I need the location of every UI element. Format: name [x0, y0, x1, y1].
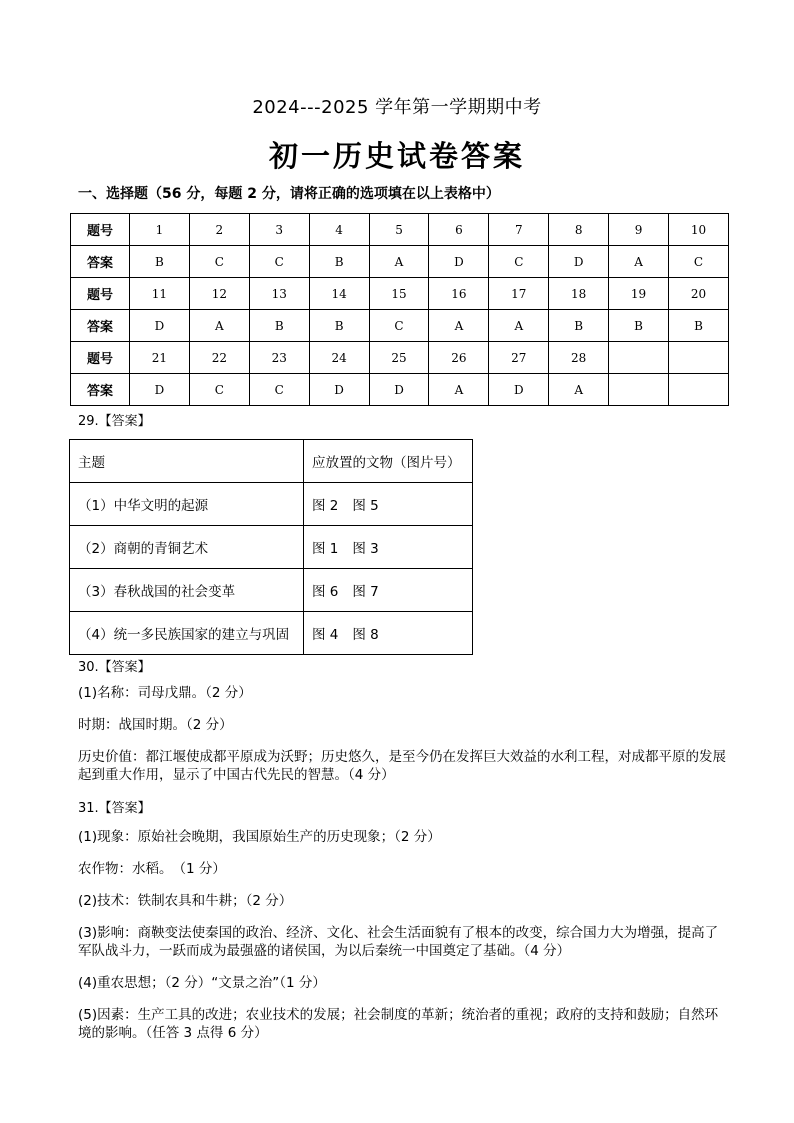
question-number-cell: 3	[249, 214, 309, 246]
pic-b: 图 7	[352, 584, 379, 600]
q31-answer-line: (2)技术：铁制农具和牛耕；（2 分）	[78, 893, 293, 909]
question-number-cell: 20	[669, 278, 729, 310]
theme-cell: （2）商朝的青铜艺术	[70, 526, 304, 569]
question-number-cell: 10	[669, 214, 729, 246]
answer-cell: A	[369, 246, 429, 278]
question-number-cell: 4	[309, 214, 369, 246]
pic-b: 图 5	[352, 498, 379, 514]
answer-cell: B	[609, 310, 669, 342]
theme-cell: （4）统一多民族国家的建立与巩固	[70, 612, 304, 655]
question-number-label: 题号	[71, 342, 130, 374]
question-number-cell: 11	[130, 278, 190, 310]
answer-label: 答案	[71, 374, 130, 406]
answer-label: 答案	[71, 310, 130, 342]
question-number-cell	[609, 342, 669, 374]
answer-cell: B	[130, 246, 190, 278]
question-number-cell: 13	[249, 278, 309, 310]
question-number-cell: 25	[369, 342, 429, 374]
answer-row	[71, 310, 729, 342]
question-number-row	[71, 342, 729, 374]
question-number-cell: 22	[189, 342, 249, 374]
answer-cell: A	[189, 310, 249, 342]
question-number-cell: 17	[489, 278, 549, 310]
answer-row	[71, 246, 729, 278]
q31-answer-line: (5)因素：生产工具的改进；农业技术的发展；社会制度的革新；统治者的重视；政府的支持和鼓励；自然环境的影响。（任答 3 点得 6 分）	[78, 1007, 719, 1041]
question-number-cell	[669, 342, 729, 374]
question-number-cell: 18	[549, 278, 609, 310]
answer-table	[70, 213, 729, 406]
question-number-row	[71, 214, 729, 246]
question-number-cell: 14	[309, 278, 369, 310]
question-number-cell: 15	[369, 278, 429, 310]
pic-b: 图 3	[352, 541, 379, 557]
answer-row	[71, 374, 729, 406]
theme-table	[69, 439, 473, 655]
question-number-label: 题号	[71, 214, 130, 246]
relic-cell	[304, 483, 473, 526]
answer-cell: B	[309, 310, 369, 342]
pic-a: 图 4	[312, 627, 339, 643]
question-number-cell: 8	[549, 214, 609, 246]
q31-answer-line: 农作物：水稻。 （1 分）	[78, 861, 226, 877]
answer-cell: C	[249, 246, 309, 278]
answer-cell: D	[309, 374, 369, 406]
answer-cell: C	[189, 246, 249, 278]
answer-cell: C	[669, 246, 729, 278]
answer-cell: A	[549, 374, 609, 406]
section-heading-choice: 一、选择题（56 分，每题 2 分，请将正确的选项填在以上表格中）	[78, 186, 500, 202]
question-number-cell: 21	[130, 342, 190, 374]
answer-cell: C	[489, 246, 549, 278]
pic-a: 图 6	[312, 584, 339, 600]
theme-row	[70, 569, 473, 612]
answer-cell: D	[549, 246, 609, 278]
relic-cell	[304, 612, 473, 655]
relic-cell	[304, 526, 473, 569]
theme-cell: （1）中华文明的起源	[70, 483, 304, 526]
q30-answer-line: (1)名称：司母戊鼎。（2 分）	[78, 685, 252, 701]
answer-cell: A	[429, 310, 489, 342]
question-number-row	[71, 278, 729, 310]
answer-cell: D	[489, 374, 549, 406]
theme-table-header-row	[70, 440, 473, 483]
relic-header: 应放置的文物（图片号）	[304, 440, 473, 483]
answer-cell: B	[669, 310, 729, 342]
q31-answer-line: (4)重农思想；（2 分）“文景之治”（1 分）	[78, 975, 326, 991]
question-number-cell: 16	[429, 278, 489, 310]
theme-row	[70, 612, 473, 655]
answer-cell	[609, 374, 669, 406]
question-number-cell: 23	[249, 342, 309, 374]
answer-cell: C	[369, 310, 429, 342]
q30-answer-line: 时期：战国时期。（2 分）	[78, 717, 233, 733]
question-number-cell: 6	[429, 214, 489, 246]
pic-a: 图 2	[312, 498, 339, 514]
exam-subtitle: 2024---2025 学年第一学期期中考	[252, 97, 542, 118]
q31-label: 31.【答案】	[78, 801, 151, 816]
question-number-label: 题号	[71, 278, 130, 310]
q29-label: 29.【答案】	[78, 414, 151, 429]
answer-cell: C	[189, 374, 249, 406]
answer-cell: C	[249, 374, 309, 406]
theme-cell: （3）春秋战国的社会变革	[70, 569, 304, 612]
question-number-cell: 2	[189, 214, 249, 246]
answer-cell	[669, 374, 729, 406]
q31-answer-line: (3)影响：商鞅变法使秦国的政治、经济、文化、社会生活面貌有了根本的改变，综合国力大为增强，提高了军队战斗力，一跃而成为最强盛的诸侯国，为以后秦统一中国奠定了基础。（4 分）	[78, 925, 719, 959]
answer-cell: B	[309, 246, 369, 278]
answer-cell: D	[429, 246, 489, 278]
answer-cell: A	[609, 246, 669, 278]
theme-header: 主题	[70, 440, 304, 483]
question-number-cell: 5	[369, 214, 429, 246]
question-number-cell: 19	[609, 278, 669, 310]
question-number-cell: 1	[130, 214, 190, 246]
question-number-cell: 27	[489, 342, 549, 374]
answer-cell: D	[130, 310, 190, 342]
question-number-cell: 9	[609, 214, 669, 246]
relic-cell	[304, 569, 473, 612]
q31-answer-line: (1)现象：原始社会晚期，我国原始生产的历史现象；（2 分）	[78, 829, 441, 845]
page-title: 初一历史试卷答案	[268, 139, 525, 173]
theme-row	[70, 483, 473, 526]
answer-cell: D	[369, 374, 429, 406]
answer-label: 答案	[71, 246, 130, 278]
question-number-cell: 28	[549, 342, 609, 374]
question-number-cell: 12	[189, 278, 249, 310]
answer-cell: A	[429, 374, 489, 406]
question-number-cell: 24	[309, 342, 369, 374]
q30-answer-line: 历史价值：都江堰使成都平原成为沃野；历史悠久，是至今仍在发挥巨大效益的水利工程，对成都平原的发展起到重大作用，显示了中国古代先民的智慧。（4 分）	[78, 749, 726, 783]
pic-a: 图 1	[312, 541, 339, 557]
answer-cell: A	[489, 310, 549, 342]
answer-cell: B	[549, 310, 609, 342]
theme-row	[70, 526, 473, 569]
question-number-cell: 26	[429, 342, 489, 374]
answer-cell: B	[249, 310, 309, 342]
answer-cell: D	[130, 374, 190, 406]
question-number-cell: 7	[489, 214, 549, 246]
q30-label: 30.【答案】	[78, 660, 151, 675]
pic-b: 图 8	[352, 627, 379, 643]
